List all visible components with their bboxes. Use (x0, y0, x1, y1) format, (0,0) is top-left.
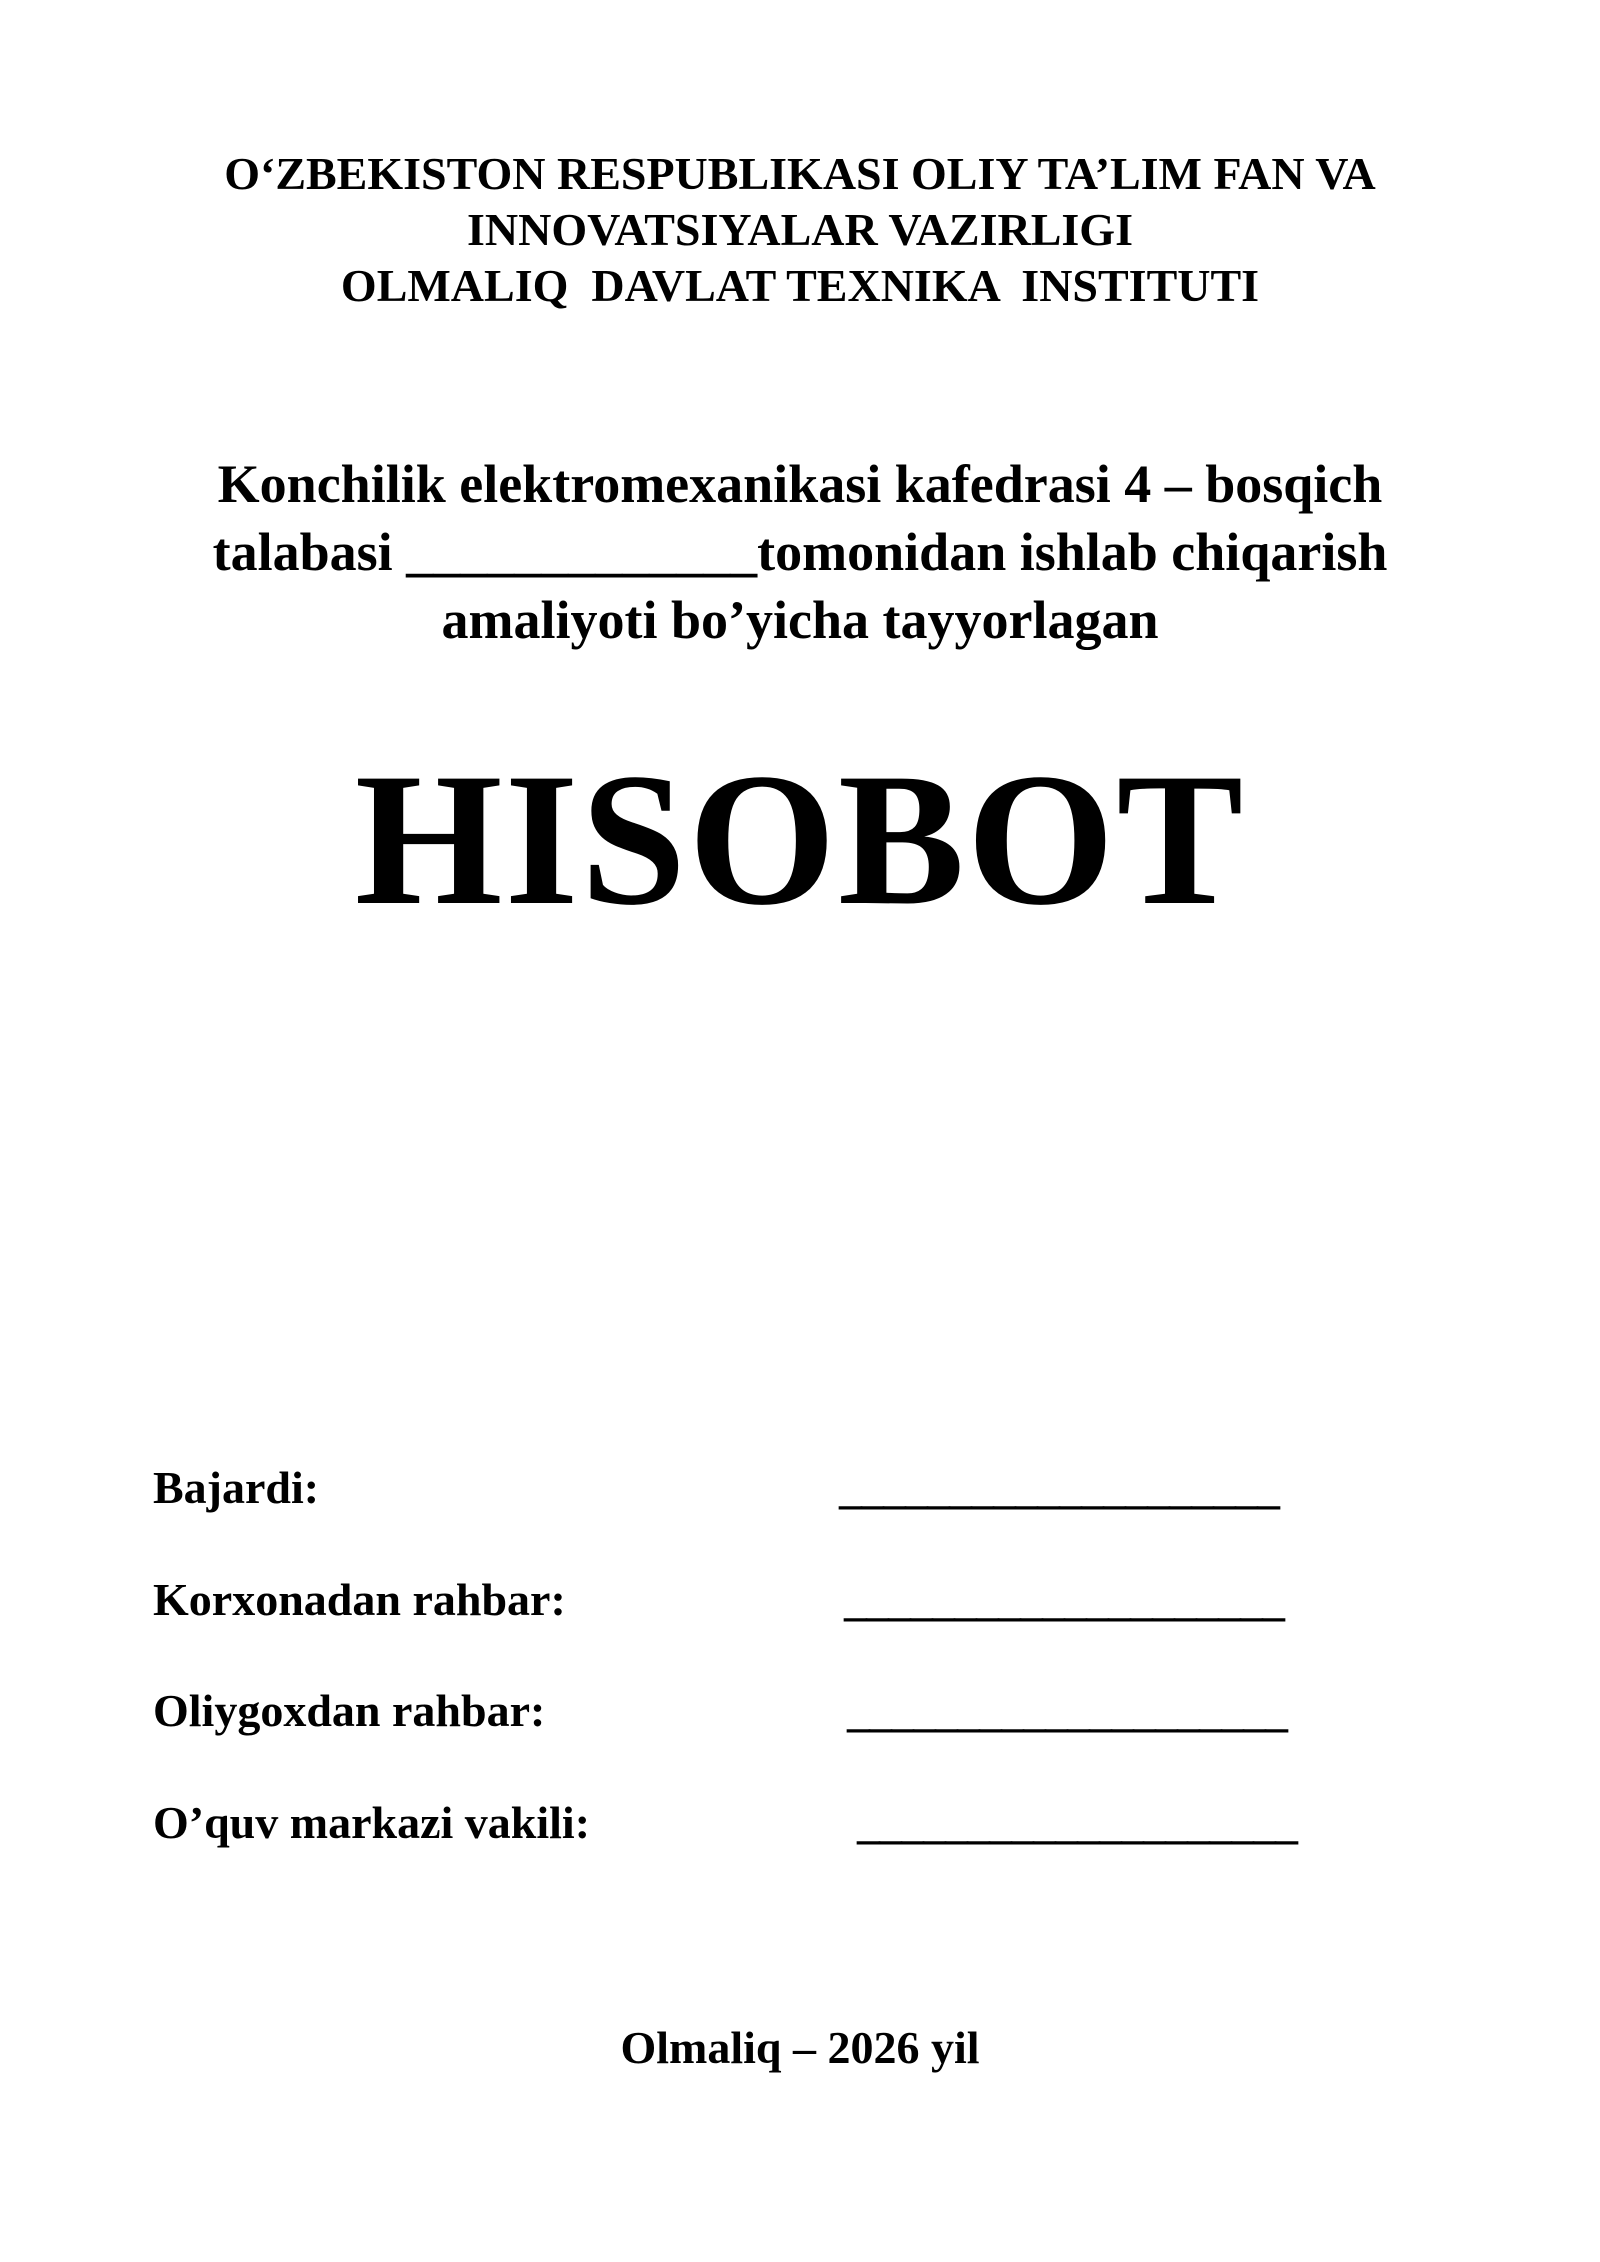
signature-label: Korxonadan rahbar: (153, 1574, 566, 1625)
signature-line: ____________________ (844, 1574, 1284, 1625)
signature-row-korxonadan-rahbar (153, 1570, 1353, 1630)
signature-label: Oliygoxdan rahbar: (153, 1685, 546, 1736)
place-and-year: Olmaliq – 2026 yil (620, 2022, 980, 2073)
signature-row-oquv-markazi-vakili (153, 1793, 1353, 1853)
header-line: INNOVATSIYALAR VAZIRLIGI (467, 204, 1133, 255)
signature-line: ____________________ (857, 1797, 1297, 1848)
signature-line: ____________________ (839, 1462, 1279, 1513)
header-line: OLMALIQ DAVLAT TEXNIKA INSTITUTI (340, 260, 1260, 311)
intro-line: Konchilik elektromexanikasi kafedrasi 4 – bosqich (217, 454, 1383, 514)
document-title: HISOBOT (354, 735, 1246, 945)
signature-row-bajardi (153, 1458, 1353, 1518)
report-intro (0, 450, 1600, 654)
signature-label: O’quv markazi vakili: (153, 1797, 591, 1848)
header-line: O‘ZBEKISTON RESPUBLIKASI OLIY TA’LIM FAN VA (224, 148, 1376, 199)
intro-line: amaliyoti bo’yicha tayyorlagan (441, 590, 1159, 650)
signature-label: Bajardi: (153, 1462, 320, 1513)
ministry-header (0, 146, 1600, 314)
signature-line: ____________________ (847, 1685, 1287, 1736)
intro-line: talabasi _____________tomonidan ishlab chiqarish (212, 522, 1388, 582)
signature-row-oliygoxdan-rahbar (153, 1681, 1353, 1741)
